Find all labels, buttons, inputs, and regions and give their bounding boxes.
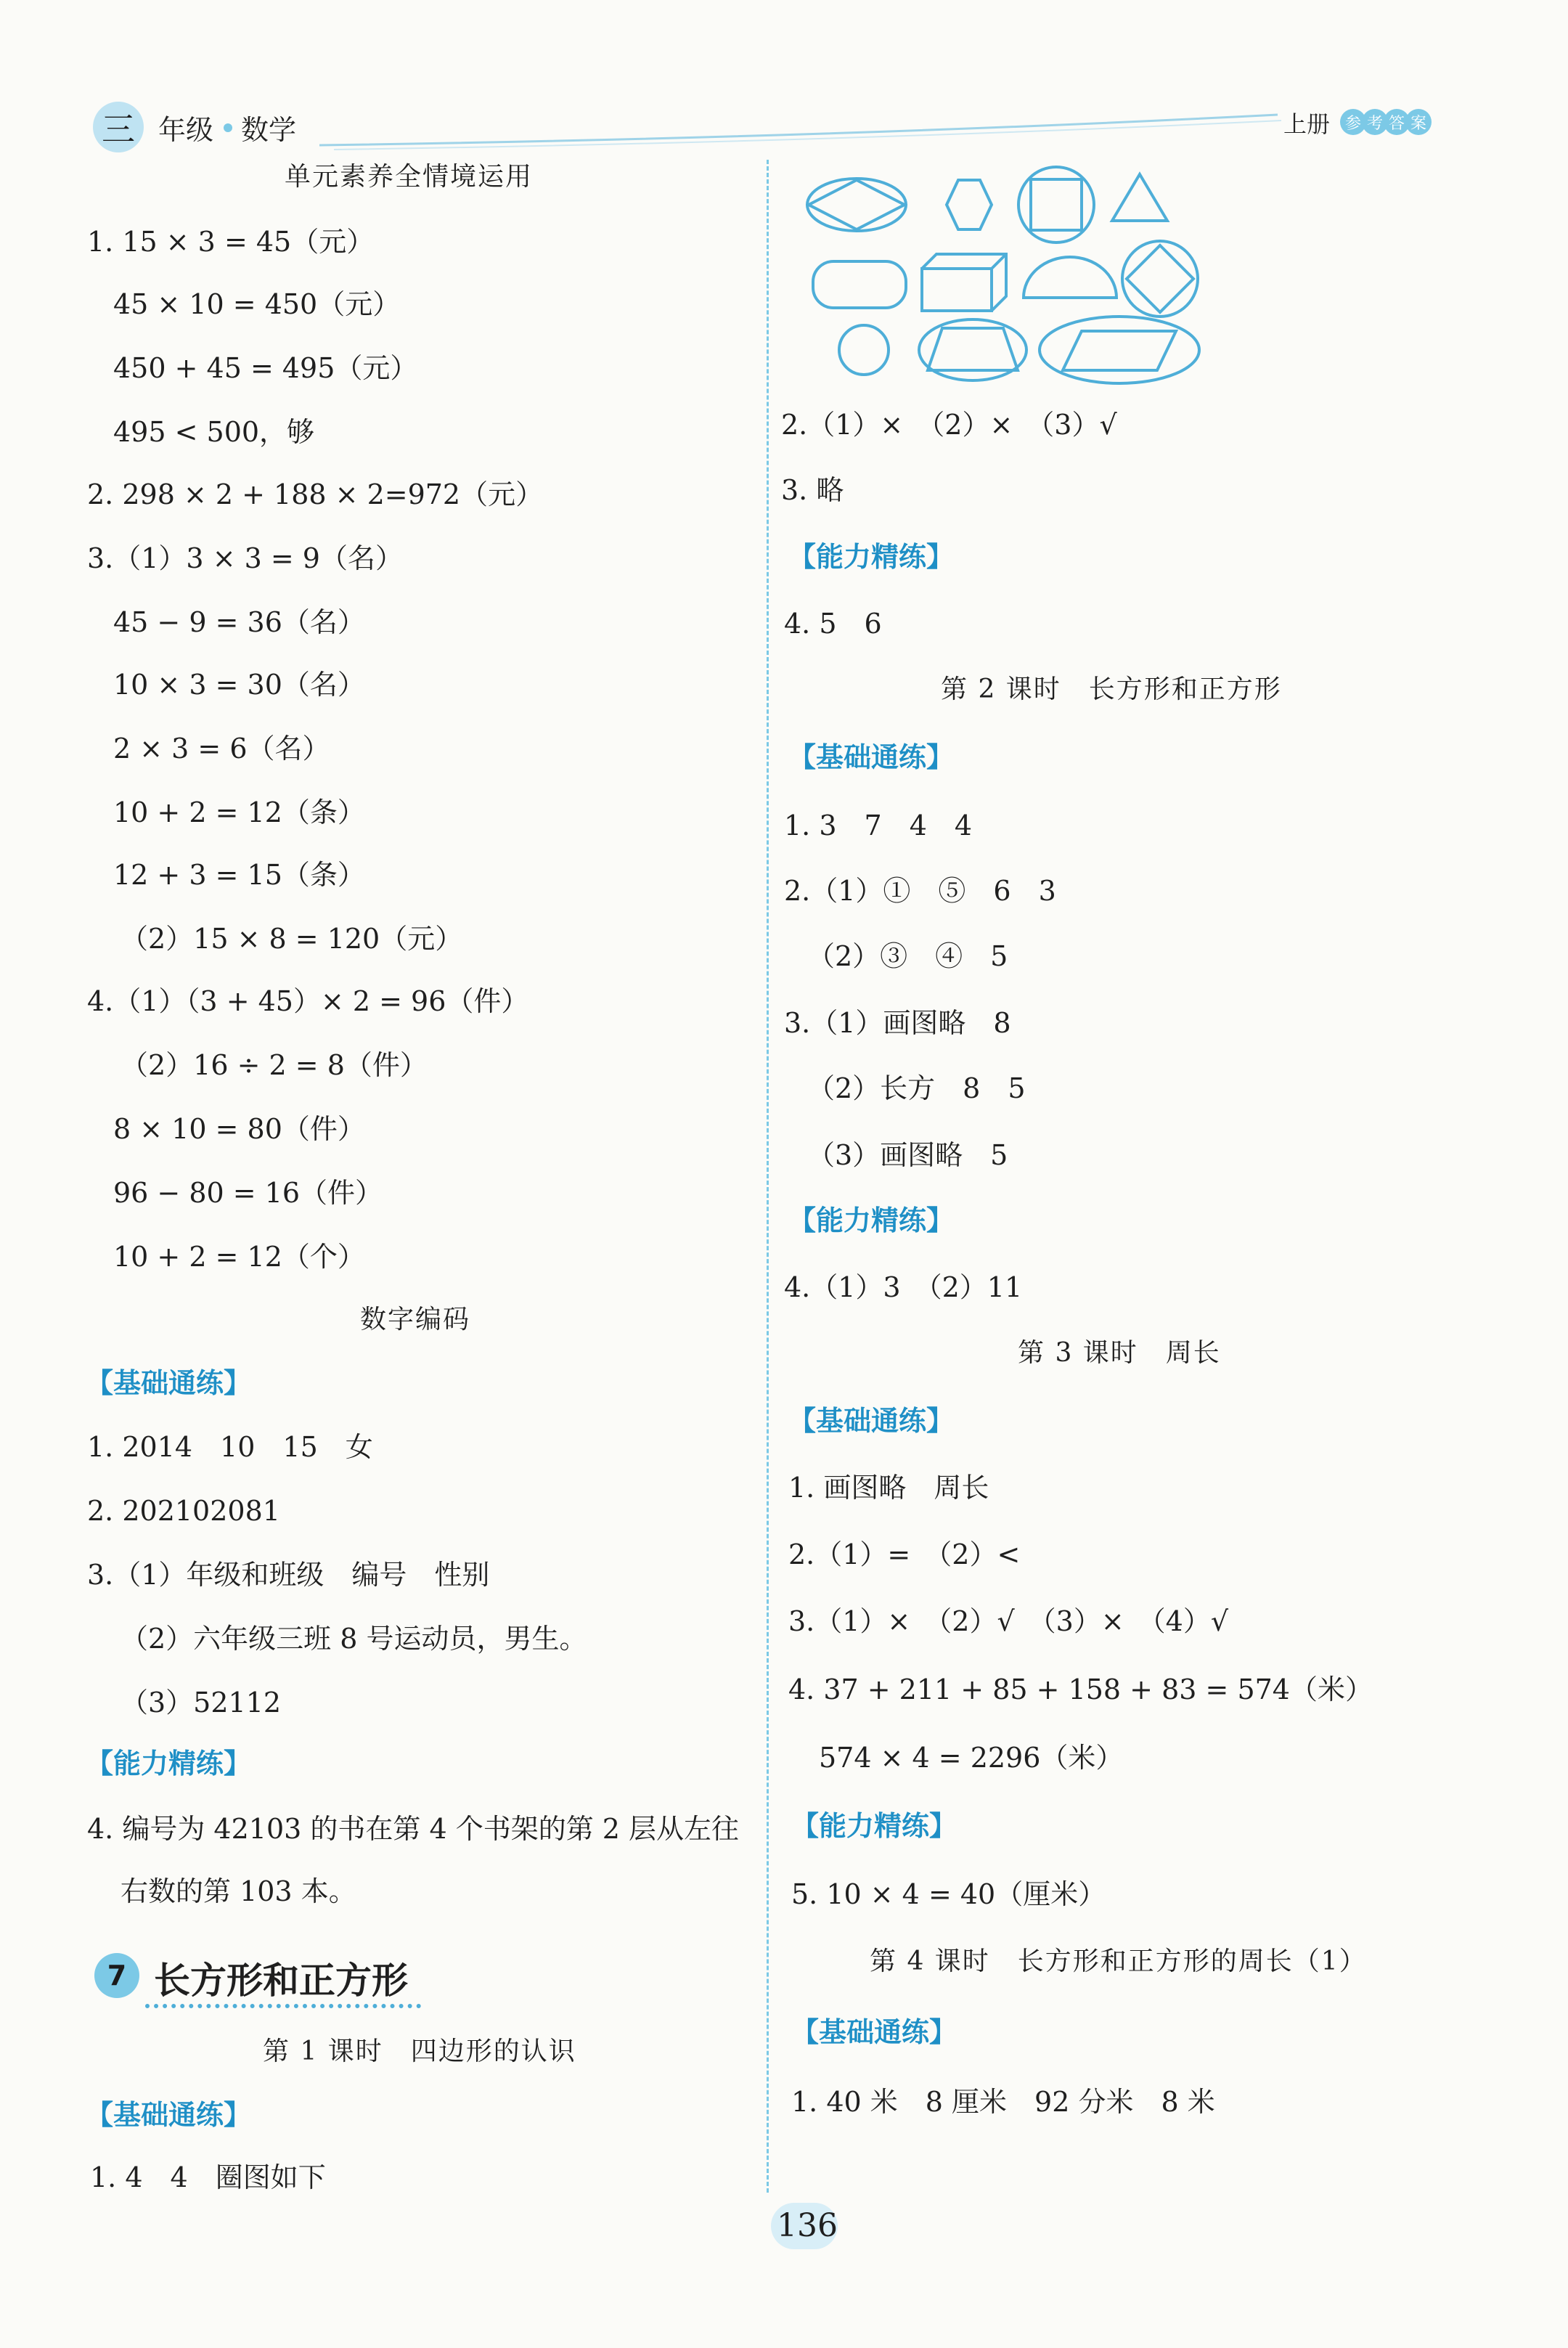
answer-line: 3.（1）年级和班级 编号 性别: [87, 1559, 490, 1591]
answer-line: 3.（1）画图略 8: [784, 1007, 1011, 1039]
answer-line: 1. 15 × 3 = 45（元）: [87, 226, 375, 258]
answer-line: 1. 4 4 圈图如下: [90, 2161, 326, 2193]
answer-line: 4. 5 6: [784, 608, 882, 640]
answer-line: 3.（1）3 × 3 = 9（名）: [87, 542, 403, 574]
circle-shape: [839, 325, 889, 375]
answer-line: 1. 3 7 4 4: [784, 810, 973, 841]
quadrilateral-shapes-figure: [806, 160, 1212, 392]
answer-badge-char: 案: [1405, 109, 1432, 135]
section-tag: 【基础通练】: [788, 1405, 955, 1437]
answer-line: 495 < 500，够: [113, 416, 315, 448]
chapter-number-badge: 7: [94, 1953, 139, 1998]
answer-line: 10 × 3 = 30（名）: [113, 669, 365, 701]
header-swoosh-line: [319, 109, 1285, 152]
answer-line: 1. 40 米 8 厘米 92 分米 8 米: [791, 2086, 1215, 2118]
answer-line: 45 × 10 = 450（元）: [113, 288, 401, 320]
section-tag: 【基础通练】: [791, 2016, 957, 2048]
answer-line: （3）52112: [121, 1687, 282, 1719]
answer-line: 2. 298 × 2 + 188 × 2=972（元）: [87, 478, 544, 510]
semicircle-shape: [1024, 257, 1116, 298]
triangle-shape: [1112, 174, 1167, 221]
rounded-rectangle-shape: [813, 261, 906, 308]
grade-badge: 三: [93, 102, 144, 152]
section-tag: 【能力精练】: [86, 1748, 252, 1780]
answer-line: （2）16 ÷ 2 = 8（件）: [121, 1049, 428, 1081]
answer-line: 4.（1）（3 + 45）× 2 = 96（件）: [87, 985, 529, 1017]
answer-badge-char: 参: [1340, 109, 1366, 135]
answer-line: 10 + 2 = 12（个）: [113, 1241, 365, 1273]
answer-line: （2）③ ④ 5: [807, 940, 1008, 972]
section-tag: 【基础通练】: [86, 1367, 252, 1399]
section-title: 第 1 课时 四边形的认识: [263, 2037, 576, 2066]
answer-line: 450 + 45 = 495（元）: [113, 352, 418, 384]
answer-line: 4. 37 + 211 + 85 + 158 + 83 = 574（米）: [788, 1674, 1373, 1705]
section-title: 数字编码: [360, 1305, 471, 1334]
answer-line: （2）六年级三班 8 号运动员，男生。: [121, 1623, 587, 1655]
ellipse-trapezoid-shape: [919, 319, 1026, 380]
section-tag: 【能力精练】: [788, 541, 955, 573]
answer-line: 4.（1）3 （2）11: [784, 1271, 1023, 1303]
ellipse-rhombus-shape: [807, 179, 906, 231]
subject-label: 数学: [241, 114, 297, 146]
answer-badge-char: 考: [1362, 109, 1388, 135]
chapter-title: 长方形和正方形: [154, 1960, 408, 2002]
answer-line: （2）长方 8 5: [807, 1072, 1026, 1104]
section-tag: 【能力精练】: [791, 1810, 957, 1842]
answer-line: 12 + 3 = 15（条）: [113, 859, 365, 891]
grade-label: 年级: [158, 114, 214, 146]
answer-line: 2.（1）① ⑤ 6 3: [784, 875, 1056, 907]
cuboid-shape: [922, 254, 1006, 311]
separator-dot-icon: [224, 123, 232, 132]
answer-badge-char: 答: [1384, 109, 1410, 135]
page-header: [0, 0, 1568, 167]
answer-line: 2.（1）× （2）× （3）√: [781, 409, 1117, 441]
answer-line: 5. 10 × 4 = 40（厘米）: [791, 1878, 1106, 1910]
answer-line: （3）画图略 5: [807, 1139, 1008, 1171]
section-title: 第 2 课时 长方形和正方形: [941, 674, 1282, 704]
page-number: 136: [777, 2207, 838, 2244]
answer-line: 2.（1）= （2）<: [788, 1538, 1021, 1570]
answer-line: 1. 2014 10 15 女: [87, 1431, 373, 1463]
answer-line: （2）15 × 8 = 120（元）: [121, 923, 463, 955]
answer-line: 8 × 10 = 80（件）: [113, 1113, 365, 1145]
section-title: 第 3 课时 周长: [1018, 1338, 1221, 1368]
section-tag: 【基础通练】: [86, 2099, 252, 2131]
section-title: 第 4 课时 长方形和正方形的周长（1）: [870, 1947, 1367, 1976]
section-tag: 【能力精练】: [788, 1204, 955, 1236]
ellipse-parallelogram-shape: [1040, 317, 1199, 383]
section-tag: 【基础通练】: [788, 741, 955, 773]
circle-square-shape: [1018, 167, 1094, 242]
answer-line: 右数的第 103 本。: [121, 1875, 356, 1907]
answer-line: 1. 画图略 周长: [788, 1472, 989, 1504]
answer-line: 3.（1）× （2）√ （3）× （4）√: [788, 1605, 1229, 1637]
answer-line: 45 − 9 = 36（名）: [113, 606, 365, 638]
answer-line: 574 × 4 = 2296（米）: [819, 1742, 1124, 1774]
answer-line: 3. 略: [781, 474, 844, 506]
chapter-underline: [145, 2004, 421, 2008]
volume-label: 上册: [1283, 110, 1331, 138]
answer-line: 4. 编号为 42103 的书在第 4 个书架的第 2 层从左往: [87, 1813, 740, 1845]
circle-diamond-shape: [1122, 241, 1198, 317]
hexagon-shape: [947, 180, 992, 229]
column-divider: [767, 160, 769, 2193]
answer-line: 10 + 2 = 12（条）: [113, 796, 365, 828]
section-title: 单元素养全情境运用: [285, 162, 534, 192]
answer-line: 96 − 80 = 16（件）: [113, 1177, 383, 1209]
answer-line: 2. 202102081: [87, 1495, 280, 1527]
answer-line: 2 × 3 = 6（名）: [113, 733, 330, 765]
